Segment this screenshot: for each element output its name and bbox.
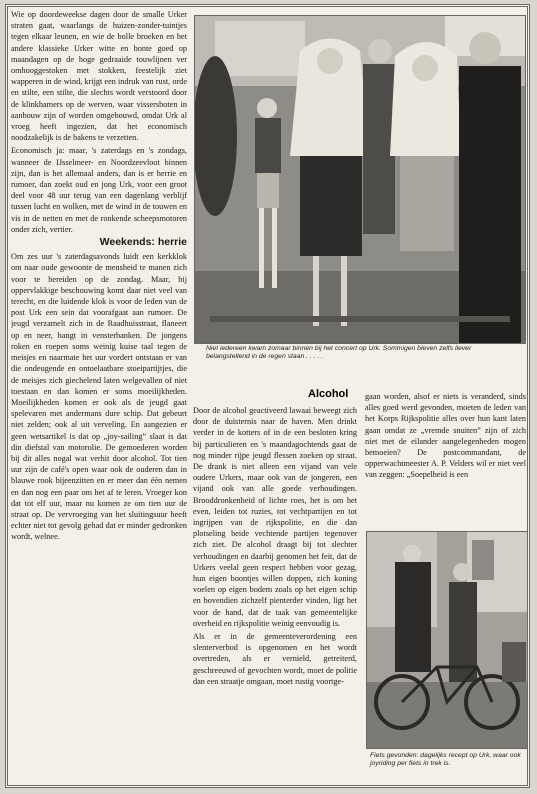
- weekends-paragraph: Om zes uur 's zaterdagsavonds luidt een kerkklok om naar oude gewoonte de mensheid te manen zich voor te bereiden op de zondag. Maar, bij oppervlakkige beschouwing komt daar niet veel van terecht, en die luidende klok is voor de leden van de post Urk een sein dat voorafgaat aan rumoer. De jeugd verzamelt zich in de Raadhuisstraat, flaneert op en neer, hangt in vensterbanken. De jongens roken en roepen soms weinig kuise taal tegen de meisjes en naarmate het uur vordert ontstaan er van die ondeugende en ontoelaatbare stoeipartijtjes, die de meisjes zich giechelend laten welgevallen of niet toestaan en dan komen er soms moeilijkheden. Moeilijkheden komen er ook als de jeugd gaat spelevaren met andermans dure schip. Dat gebeurt niet zelden; ook al uit verveling. En aangezien er geen wetsartikel is dat op „joy-sailing” slaat is dat din diefstal van motorolie. De gemoederen worden bij dit alles nogal wat verhit door alcohol. Tot tien uur zijn de café's open waar ook de ouderen dan in blauwe rook bijeenzitten en er meer dan één nemen en dan nog een paar om het af te leren. Vroeger kon dat tot elf uur, maar nu komen ze om tien uur de straat op. De vervroeging van het sluitingsuur heeft echter niet tot gevolg gehad dat er minder gedronken wordt, welnee.: [11, 252, 187, 542]
- police-paragraph: gaan worden, alsof er niets is veranderd, sinds alles goed werd gevonden, moeten de leden van het Korps Rijkspolitie alles over hun kant laten gaan omdat ze „vremde snuiten” zijn of zich niet met de eilander aangelegenheden mogen bemoeien? De postcommandant, de opperwachtmeester A. P. Velders wil er niet veel van zeggen: „Soepelheid is een: [365, 392, 526, 480]
- crowd-photo-caption: Niet iedereen kwam zomaar binnen bij het concert op Urk. Sommigen bleven zelfs liever belangstellend in de regen staan . . . . .: [206, 345, 472, 361]
- crowd-photo: [194, 15, 526, 344]
- section-heading-alcohol: Alcohol: [308, 388, 349, 400]
- bicycle-photo-caption: Fiets gevonden: dagelijks recept op Urk, waar ook joyriding per fiets in trek is.: [370, 752, 521, 768]
- section-heading-weekends: Weekends: herrie: [99, 236, 187, 249]
- bicycle-photo-image: [367, 532, 529, 748]
- alcohol-paragraph: Door de alcohol geactiveerd lawaai beweegt zich door de duisternis naar de haven. Men drinkt verder in de kotters of in de een besloten kring bij particulieren en 's maandagochtends gaat de nog minder rijpe jeugd flessen zoeken op straat. De drank is niet alleen een vijand van vele oudere Urkers, maar ook van de jongeren, een vijand ook van alle goede verhoudingen. Brooddronkenheid of lichte roes, het is om het even, leiden tot ruzies, tot vechtpartijen en tot ingrijpen van de rijkspolitie, en die dan plotseling beide vechtende partijen tegenover zich ziet. De alcohol draagt bij tot slechter verhoudingen en daarbij genomen het feit, dat de Urkers veelal geen respect hebben voor gezag, hun eigen boontjes willen doppen, zich koning voelen op eigen bodem zoals op het eigen schip en bovendien zichzelf pienterder vinden, ligt het voor de hand, dat de taak van gemeentelijke overheid en rijkspolitie weinig eenvoudig is.: [193, 406, 357, 628]
- article-column-left: [11, 9, 187, 781]
- bicycle-photo: [366, 531, 530, 749]
- intro-paragraph: Wie op doordeweekse dagen door de smalle Urker straten gaat, waarlangs de huizen-zonder-tuintjes tegen elkaar leunen, en wie de bolle broeken en het andere klassieke Urker witte en bonte goed op maandagen op de hoge gedraaide touwlijnen ver omhooggestoken met stokken, feestelijk ziet wapperen in de wind, krijgt een indruk van rust, orde en stilte, een stilte, die slechts wordt verstoord door de klinkhamers op de werven, waar vissersboten in aanbouw zijn of worden omgebouwd, omdat Urk al vroeg heeft ingezien, dat het economisch noodzakelijk is de bakens te verzetten.: [11, 10, 187, 143]
- ordinance-paragraph: Als er in de gemeenteverordening een slenterverbod is opgenomen en het wordt overtreden, als er vernield, getreiterd, geschreeuwd of gevochten wordt, moet de politie dan een straatje omgaan, moet rustig voortge-: [193, 632, 357, 686]
- magazine-page: [5, 4, 530, 788]
- article-column-middle: [193, 405, 357, 783]
- economy-paragraph: Economisch ja: maar, 's zaterdags en 's zondags, wanneer de IJsselmeer- en Noordzeevloot binnen zijn, dan is het allemaal anders, dan is er herrie en rumoer, dan zoekt oud en jong Urk, voor een groot deel voor 48 uur terug van een dagenlang verblijf tussen lucht en wolken, met de wind in de touwen en vis in de netten en met de ronkende scheepsmotoren onder zich, vertier.: [11, 146, 187, 234]
- article-column-right: [365, 391, 526, 523]
- crowd-photo-image: [195, 16, 525, 343]
